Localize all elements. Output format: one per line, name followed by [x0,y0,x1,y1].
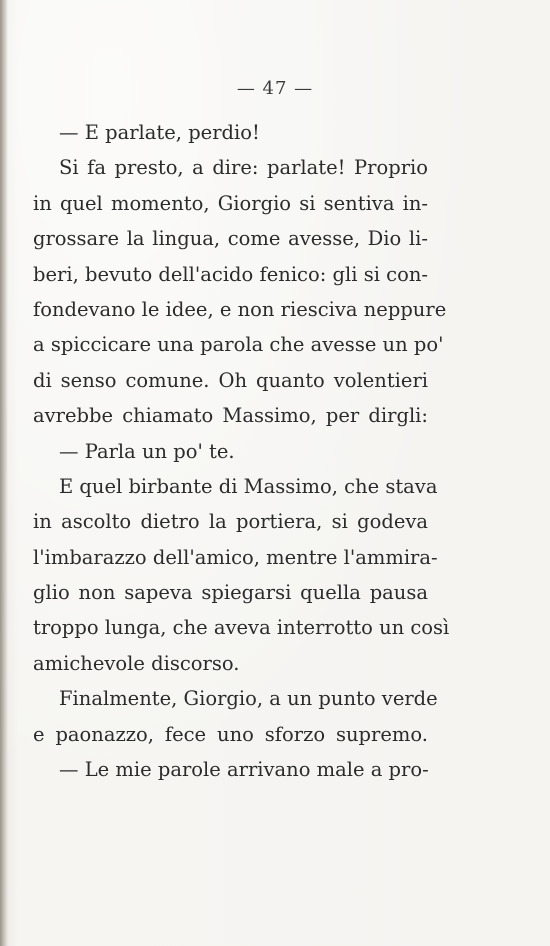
page-number: — 47 — [236,78,314,99]
text-line: troppo lunga, che aveva interrotto un così [33,616,450,640]
text-line: glio non sapeva spiegarsi quella pausa [33,581,428,605]
text-line: amichevole discorso. [33,651,240,675]
text-line: Si fa presto, a dire: parlate! Proprio [59,156,428,180]
text-line: beri, bevuto dell'acido fenico: gli si con- [33,262,428,286]
text-line: — Le mie parole arrivano male a pro- [59,758,429,782]
text-line: fondevano le idee, e non riesciva neppure [33,297,447,321]
text-line: di senso comune. Oh quanto volentieri [33,368,428,392]
text-line: — Parla un po' te. [59,439,235,463]
text-line: — E parlate, perdio! [59,121,260,144]
text-line: e paonazzo, fece uno sforzo supremo. [33,722,428,746]
text-line: a spiccicare una parola che avesse un po' [33,333,444,357]
text-line: grossare la lingua, come avesse, Dio li- [33,227,428,251]
text-line: E quel birbante di Massimo, che stava [59,474,438,498]
text-line: Finalmente, Giorgio, a un punto verde [59,687,438,711]
text-line: in quel momento, Giorgio si sentiva in- [33,191,428,215]
text-line: l'imbarazzo dell'amico, mentre l'ammira- [33,545,438,569]
text-line: in ascolto dietro la portiera, si godeva [33,510,428,534]
body-text [33,115,450,787]
page-binding-edge [0,0,8,946]
text-line: avrebbe chiamato Massimo, per dirgli: [33,404,428,428]
